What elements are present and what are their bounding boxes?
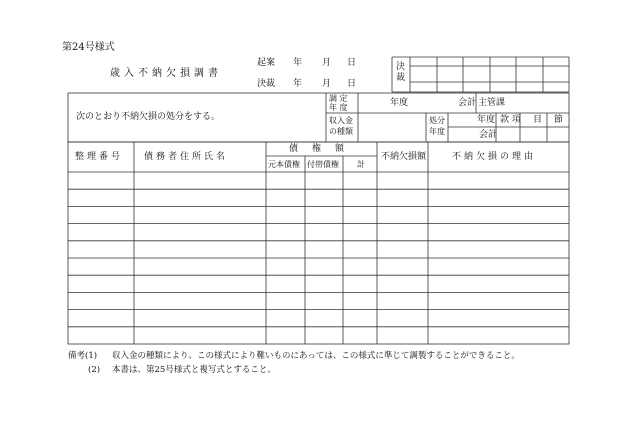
kessai-day: 日 (347, 79, 357, 89)
kessai-month: 月 (322, 79, 332, 89)
shobun-label-2: 年度 (429, 127, 445, 136)
col-futai-saiken: 付帯債権 (307, 160, 339, 169)
form-number: 第24号様式 (62, 42, 115, 53)
kessai-year: 年 (293, 79, 303, 89)
shunyu-label-1: 収入金 (329, 116, 353, 125)
chotei-label-1: 調 定 (329, 94, 348, 103)
kian-month: 月 (322, 58, 332, 68)
kian-label: 起案 (257, 58, 276, 68)
kessai-label: 決裁 (257, 79, 276, 89)
main-table-lines (68, 142, 569, 344)
chotei-nendo: 年度 (390, 98, 409, 108)
chotei-label-2: 年 度 (329, 103, 348, 112)
note-1-text: 収入金の種類により、この様式により難いものにあっては、この様式に準じて調製することができること。 (112, 351, 520, 361)
shobun-kaikei: 会計 (479, 130, 498, 140)
shobun-kan: 款 (500, 115, 510, 125)
col-genpon-saiken: 元本債権 (268, 160, 300, 169)
approval-box-label: 決裁 (396, 62, 406, 83)
col-funo-kesson-gaku: 不納欠損額 (381, 152, 427, 162)
shobun-moku: 目 (533, 115, 543, 125)
kian-year: 年 (293, 58, 303, 68)
chotei-kaikei: 会計 (458, 98, 477, 108)
col-saimusha: 債務者住所氏名 (144, 152, 229, 162)
col-seiri-bango: 整理番号 (75, 152, 124, 162)
shobun-setsu: 節 (554, 115, 564, 125)
shobun-label-1: 処分 (429, 116, 445, 125)
shunyu-label-2: の種類 (329, 127, 353, 136)
col-kei: 計 (357, 160, 365, 169)
note-1-label: 備考(1) (68, 351, 98, 361)
statement-text: 次のとおり不納欠損の処分をする。 (76, 112, 221, 122)
chotei-shukan: 主管課 (478, 98, 506, 108)
col-funo-riyu: 不納欠損の理由 (452, 152, 537, 162)
page-title: 歳入不納欠損調書 (110, 68, 222, 79)
note-2-text: 本書は、第25号様式と複写式とすること。 (112, 365, 276, 375)
note-2-label: (2) (88, 365, 101, 375)
shobun-kou: 項 (512, 115, 522, 125)
approval-box-lines (392, 57, 569, 92)
shobun-nendo: 年度 (477, 115, 496, 125)
col-saiken-gaku: 債権額 (289, 144, 359, 154)
kian-day: 日 (347, 58, 357, 68)
